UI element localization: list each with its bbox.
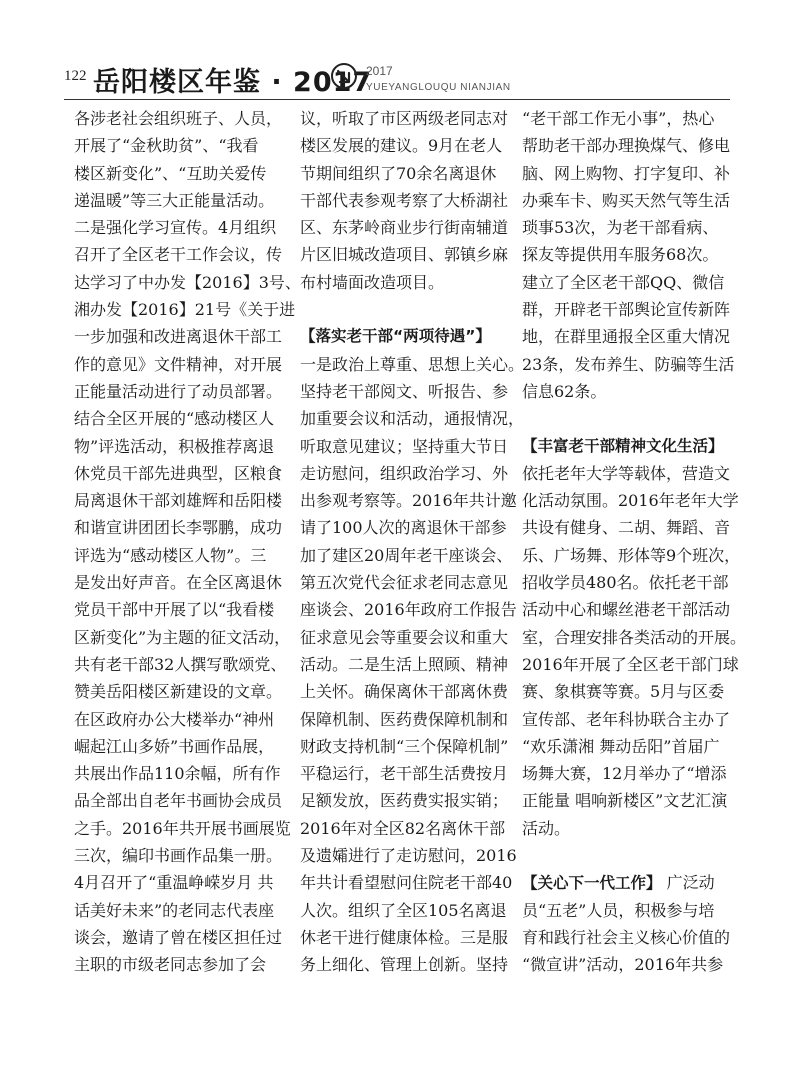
text-line: 和谐宣讲团团长李鄂鹏，成功 <box>74 518 283 538</box>
paragraph-gap <box>522 842 720 869</box>
text-line: 休党员干部先进典型，区粮食 <box>74 463 283 483</box>
text-line: 场舞大赛，12月举办了“增添 <box>522 764 727 784</box>
text-line: 23条，发布养生、防骗等生活 <box>522 354 735 374</box>
text-line: 2016年开展了全区老干部门球 <box>522 654 739 674</box>
text-line: 递温暖”等三大正能量活动。 <box>74 190 275 210</box>
text-line: 年共计看望慰问住院老干部40 <box>300 873 513 893</box>
text-line: 育和践行社会主义核心价值的 <box>522 927 731 947</box>
text-line: 乐、广场舞、形体等9个班次， <box>522 545 741 565</box>
text-line: 宣传部、老年科协联合主办了 <box>522 709 731 729</box>
text-line: 群，开辟老干部舆论宣传新阵 <box>522 300 731 320</box>
text-line: 开展了“金秋助贫”、“我看 <box>74 136 259 156</box>
text-line: 地，在群里通报全区重大情况 <box>522 327 731 347</box>
text-line: 崛起江山多娇”书画作品展， <box>74 736 275 756</box>
text-line: 活动。二是生活上照顾、精神 <box>300 654 509 674</box>
text-line: 是发出好声音。在全区离退休 <box>74 573 283 593</box>
text-line: 脑、网上购物、打字复印、补 <box>522 163 731 183</box>
header-divider <box>64 99 730 100</box>
section-heading <box>522 869 720 896</box>
text-line: 赞美岳阳楼区新建设的文章。 <box>74 682 283 702</box>
text-line: 走访慰问，组织政治学习、外 <box>300 463 509 483</box>
text-line: 加重要会议和活动，通报情况， <box>300 409 525 429</box>
text-line: 主职的市级老同志参加了会 <box>74 955 267 975</box>
text-line: 务上细化、管理上创新。坚持 <box>300 955 509 975</box>
text-line: 休老干进行健康体检。三是服 <box>300 927 509 947</box>
text-line: 谈会，邀请了曾在楼区担任过 <box>74 927 283 947</box>
section-heading: 【丰富老干部精神文化生活】 <box>522 436 724 455</box>
text-line: 共有老干部32人撰写歌颂党、 <box>74 654 287 674</box>
text-line: 共设有健身、二胡、舞蹈、音 <box>522 518 731 538</box>
text-line: 人次。组织了全区105名离退 <box>300 900 507 920</box>
text-line: 片区旧城改造项目、郭镇乡麻 <box>300 245 509 265</box>
text-line: 平稳运行，老干部生活费按月 <box>300 764 509 784</box>
text-line: 湘办发【2016】21号《关于进 <box>74 300 296 320</box>
text-line: 建立了全区老干部QQ、微信 <box>522 272 725 292</box>
text-line: 各涉老社会组织班子、人员， <box>74 109 283 128</box>
text-line: 结合全区开展的“感动楼区人 <box>74 409 275 429</box>
section-heading-title: 【关心下一代工作】 <box>522 874 662 893</box>
text-line: 室，合理安排各类活动的开展。 <box>522 627 747 647</box>
text-line: 之手。2016年共开展书画展览 <box>74 818 291 838</box>
text-line: 4月召开了“重温峥嵘岁月 共 <box>74 873 274 893</box>
text-line: 上关怀。确保离休干部离休费 <box>300 682 509 702</box>
text-line: 探友等提供用车服务68次。 <box>522 245 719 265</box>
text-column-3 <box>522 105 747 979</box>
text-line: 楼区新变化”、“互助关爱传 <box>74 163 267 183</box>
section-heading-tail: 广泛动 <box>661 873 715 893</box>
paragraph-gap <box>522 405 720 432</box>
text-line: 赛、象棋赛等赛。5月与区委 <box>522 682 725 702</box>
text-line: 干部代表参观考察了大桥湖社 <box>300 190 509 210</box>
text-line: 财政支持机制“三个保障机制” <box>300 736 509 756</box>
book-title: 岳阳楼区年鉴 · 2017 <box>93 67 373 98</box>
text-line: 品全部出自老年书画协会成员 <box>74 791 283 811</box>
text-line: 足额发放，医药费实报实销； <box>300 791 509 811</box>
text-column-1 <box>74 105 301 979</box>
text-line: 办乘车卡、购买天然气等生活 <box>522 190 731 210</box>
text-line: 请了100人次的离退休干部参 <box>300 518 507 538</box>
text-line: 二是强化学习宣传。4月组织 <box>74 218 277 238</box>
text-line: 局离退休干部刘雄辉和岳阳楼 <box>74 491 283 511</box>
text-line: 信息62条。 <box>522 381 607 401</box>
text-line: 达学习了中办发【2016】3号、 <box>74 272 301 292</box>
text-line: 布村墙面改造项目。 <box>300 272 445 292</box>
text-line: “欢乐潇湘 舞动岳阳”首届广 <box>522 736 720 756</box>
text-line: 节期间组织了70余名离退休 <box>300 163 497 183</box>
text-line: 党员干部中开展了以“我看楼 <box>74 600 275 620</box>
text-line: 正能量 唱响新楼区”文艺汇演 <box>522 791 728 811</box>
text-line: 征求意见会等重要会议和重大 <box>300 627 509 647</box>
text-line: 琐事53次，为老干部看病、 <box>522 218 719 238</box>
text-line: 一步加强和改进离退休干部工 <box>74 327 283 347</box>
text-line: 及遗孀进行了走访慰问，2016 <box>300 846 517 866</box>
paragraph-gap <box>300 296 498 323</box>
text-line: 招收学员480名。依托老干部 <box>522 573 729 593</box>
text-line: 一是政治上尊重、思想上关心。 <box>300 354 525 374</box>
text-line: 三次，编印书画作品集一册。 <box>74 846 283 866</box>
page-number: 122 <box>64 68 87 84</box>
text-line: 议，听取了市区两级老同志对 <box>300 109 509 128</box>
header-subtitle: YUEYANGLOUQU NIANJIAN <box>366 82 511 93</box>
text-line: 活动。 <box>522 818 571 838</box>
text-line: “微宣讲”活动，2016年共参 <box>522 955 724 975</box>
text-line: 2016年对全区82名离休干部 <box>300 818 506 838</box>
page-header <box>0 0 793 112</box>
header-year: 2017 <box>366 64 393 78</box>
text-line: 听取意见建议；坚持重大节日 <box>300 436 509 456</box>
text-line: 加了建区20周年老干座谈会、 <box>300 545 513 565</box>
text-line: 坚持老干部阅文、听报告、参 <box>300 381 509 401</box>
text-line: 楼区发展的建议。9月在老人 <box>300 136 503 156</box>
text-line: 作的意见》文件精神，对开展 <box>74 354 283 374</box>
text-line: 在区政府办公大楼举办“神州 <box>74 709 275 729</box>
text-line: “老干部工作无小事”，热心 <box>522 109 715 128</box>
text-line: 正能量活动进行了动员部署。 <box>74 381 283 401</box>
text-line: 依托老年大学等载体，营造文 <box>522 463 731 483</box>
text-line: 保障机制、医药费保障机制和 <box>300 709 509 729</box>
text-line: 区、东茅岭商业步行街南辅道 <box>300 218 509 238</box>
text-line: 区新变化”为主题的征文活动， <box>74 627 291 647</box>
text-line: 活动中心和螺丝港老干部活动 <box>522 600 731 620</box>
section-heading: 【落实老干部“两项待遇”】 <box>300 327 491 346</box>
text-line: 员“五老”人员，积极参与培 <box>522 900 715 920</box>
text-line: 出参观考察等。2016年共计邀 <box>300 491 517 511</box>
text-line: 话美好未来”的老同志代表座 <box>74 900 275 920</box>
text-line: 帮助老干部办理换煤气、修电 <box>522 136 731 156</box>
text-line: 物”评选活动，积极推荐离退 <box>74 436 275 456</box>
circle-arrow-icon <box>330 62 358 90</box>
text-line: 座谈会、2016年政府工作报告 <box>300 600 517 620</box>
text-line: 共展出作品110余幅，所有作 <box>74 764 281 784</box>
text-column-2 <box>300 105 525 979</box>
text-line: 召开了全区老干工作会议，传 <box>74 245 283 265</box>
text-line: 评选为“感动楼区人物”。三 <box>74 545 267 565</box>
text-line: 化活动氛围。2016年老年大学 <box>522 491 739 511</box>
text-line: 第五次党代会征求老同志意见 <box>300 573 509 593</box>
